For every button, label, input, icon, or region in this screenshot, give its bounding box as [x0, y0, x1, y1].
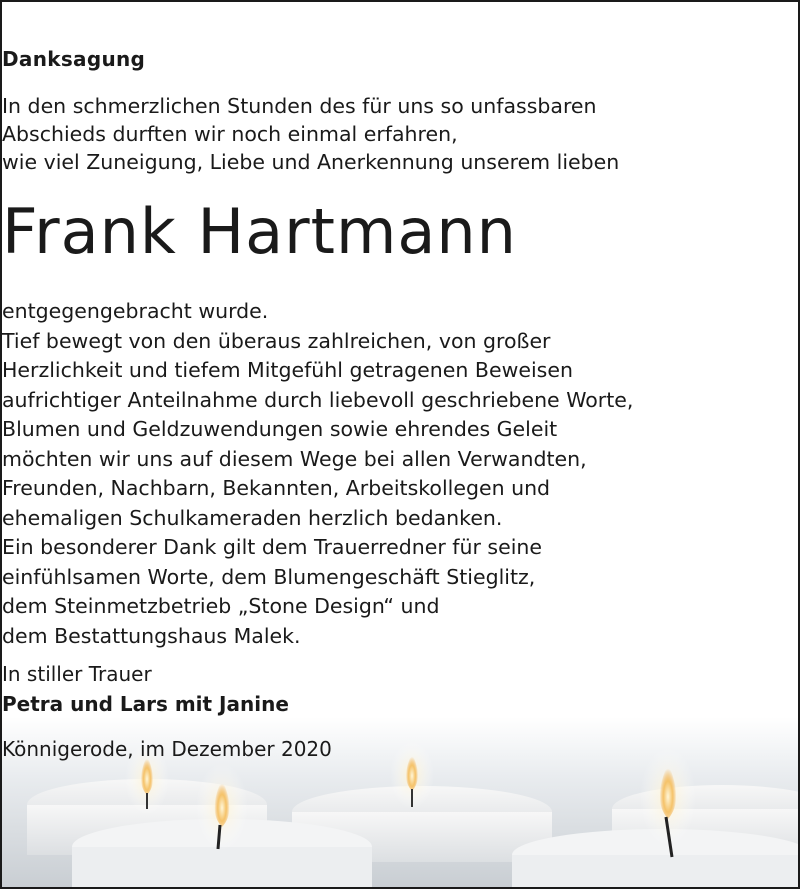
intro-line: Abschieds durften wir noch einmal erfahren, [2, 122, 458, 146]
body-line: dem Steinmetzbetrieb „Stone Design“ und [2, 594, 440, 618]
body-line: Herzlichkeit und tiefem Mitgefühl getragenen Beweisen [2, 358, 573, 382]
body-line: Freunden, Nachbarn, Bekannten, Arbeitskollegen und [2, 476, 551, 500]
body-line: Blumen und Geldzuwendungen sowie ehrendes Geleit [2, 417, 558, 441]
body-line: einfühlsamen Worte, dem Blumengeschäft Stieglitz, [2, 564, 536, 589]
intro-line: wie viel Zuneigung, Liebe und Anerkennung unserem lieben [2, 150, 620, 174]
place-date: Könnigerode, im Dezember 2020 [2, 737, 332, 761]
mourners-names: Petra und Lars mit Janine [2, 692, 289, 716]
heading: Danksagung [2, 47, 146, 71]
mourning-phrase: In stiller Trauer [2, 662, 152, 686]
deceased-name: Frank Hartmann [2, 195, 517, 268]
body-line: Ein besonderer Dank gilt dem Trauerredner für seine [2, 535, 543, 559]
body-text [2, 297, 798, 651]
body-line: dem Bestattungshaus Malek. [2, 623, 301, 648]
body-line: möchten wir uns auf diesem Wege bei allen Verwandten, [2, 446, 587, 471]
body-line: entgegengebracht wurde. [2, 299, 269, 323]
body-line: Tief bewegt von den überaus zahlreichen, von großer [2, 328, 551, 353]
intro-line: In den schmerzlichen Stunden des für uns so unfassbaren [2, 94, 597, 118]
body-line: ehemaligen Schulkameraden herzlich bedanken. [2, 505, 503, 530]
body-line: aufrichtiger Anteilnahme durch liebevoll geschriebene Worte, [2, 387, 634, 412]
intro-text [2, 92, 798, 176]
